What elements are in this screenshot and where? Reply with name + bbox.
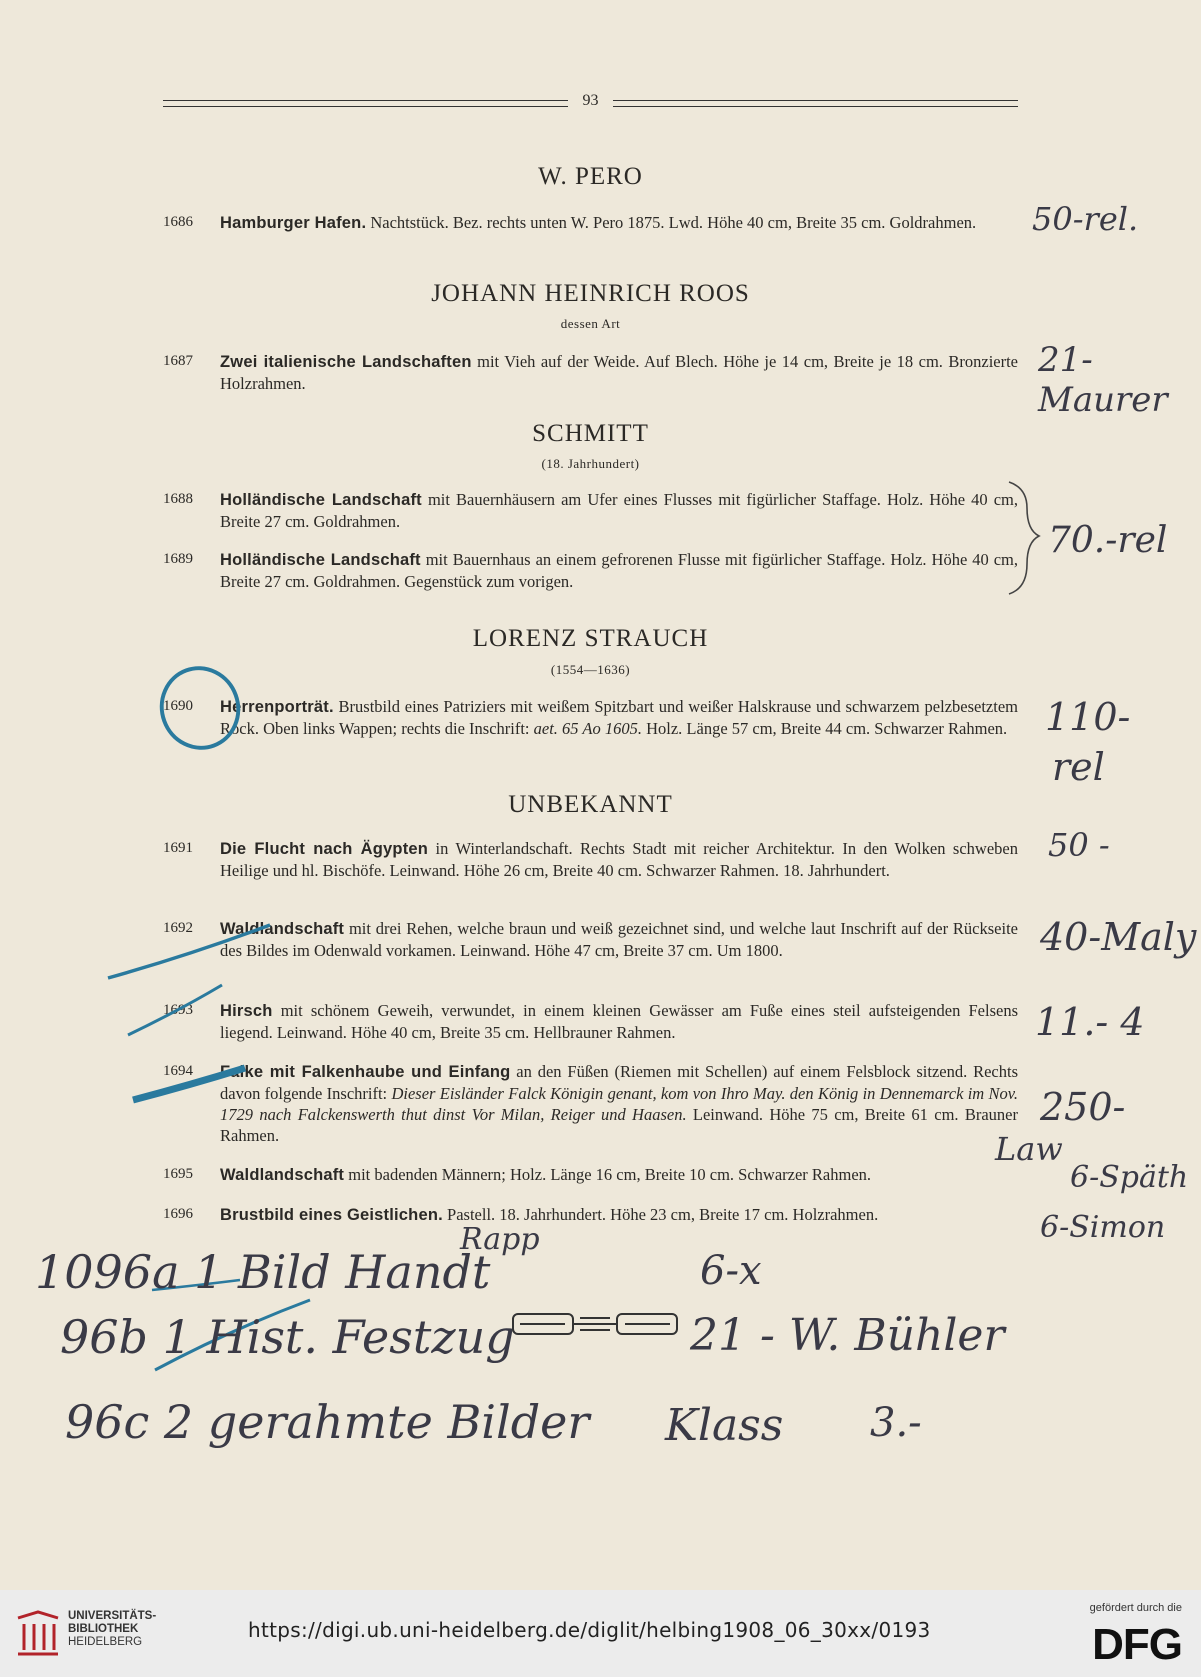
entry-text-2: Leinwand. Höhe 75 cm, Breite 61 cm. Brauner Rahmen. [220, 1105, 1018, 1145]
funding-note: gefördert durch die [1089, 1602, 1182, 1614]
handwritten-addendum: Klass [665, 1400, 784, 1451]
entry-title: Zwei italienische Landschaften [220, 353, 472, 371]
entry-text: mit badenden Männern; Holz. Länge 16 cm, Breite 10 cm. Schwarzer Rahmen. [344, 1165, 872, 1184]
entry-text: mit drei Rehen, welche braun und weiß gezeichnet sind, und welche laut Inschrift auf der Rückseite des Bildes im Odenwald vorkamen. Leinwand. Höhe 47 cm, Breite 37 cm. Um 1800. [220, 919, 1018, 960]
entry-number: 1691 [163, 840, 193, 856]
entry-number: 1687 [163, 353, 193, 369]
handwritten-addendum: 96b 1 Hist. Festzug [60, 1310, 515, 1364]
entry-number: 1686 [163, 214, 193, 230]
entry-text: Nachtstück. Bez. rechts unten W. Pero 1875. Lwd. Höhe 40 cm, Breite 35 cm. Goldrahmen. [366, 213, 977, 232]
dfg-logo: DFG [1092, 1620, 1182, 1669]
entry-title: Waldlandschaft [220, 920, 345, 938]
section-heading: UNBEKANNT [508, 791, 673, 818]
entry-text: mit schönem Geweih, verwundet, in einem kleinen Gewässer am Fuße eines steil aufsteigenden Felsens liegend. Leinwand. Höhe 40 cm, Breite 35 cm. Hellbrauner Rahmen. [220, 1001, 1018, 1042]
entry-text-2: Holz. Länge 57 cm, Breite 44 cm. Schwarzer Rahmen. [641, 719, 1008, 738]
entry-title: Herrenporträt. [220, 698, 334, 716]
entry-number: 1690 [163, 698, 193, 714]
entry-number: 1695 [163, 1166, 193, 1182]
handwritten-price: 70.-rel [1048, 520, 1168, 561]
library-name-line: BIBLIOTHEK [68, 1623, 139, 1635]
section-subheading: (18. Jahrhundert) [541, 456, 640, 471]
section-heading: SCHMITT [532, 420, 649, 447]
handwritten-addendum: 96c 2 gerahmte Bilder [65, 1395, 590, 1449]
section-heading: JOHANN HEINRICH ROOS [431, 280, 750, 307]
footer-bar [0, 1590, 1201, 1677]
entry-text: mit Bauernhaus an einem gefrorenen Flusse mit figürlicher Staffage. Holz. Höhe 40 cm, Breite 27 cm. Goldrahmen. Gegenstück zum vorigen. [220, 550, 1018, 591]
handwritten-price: 50 - [1048, 826, 1110, 864]
handwritten-price: 21-Maurer [1038, 340, 1168, 420]
section-heading: LORENZ STRAUCH [472, 625, 709, 652]
handwritten-addendum: 6-x [700, 1248, 762, 1294]
entry-text: Brustbild eines Patriziers mit weißem Spitzbart und weißer Halskrause und schwarzem pelzbesetztem Rock. Oben links Wappen; rechts die Inschrift: [220, 697, 1018, 738]
entry-title: Holländische Landschaft [220, 551, 421, 569]
entry-title: Die Flucht nach Ägypten [220, 840, 429, 858]
entry-number: 1693 [163, 1002, 193, 1018]
handwritten-price: 40-Maly [1040, 915, 1197, 959]
entry-number: 1688 [163, 491, 193, 507]
handwritten-addendum: Rapp [460, 1222, 540, 1257]
entry-text: in Winterlandschaft. Rechts Stadt mit reicher Architektur. In den Wolken schweben Heilige und hl. Bischöfe. Leinwand. Höhe 26 cm, Breite 40 cm. Schwarzer Rahmen. 18. Jahrhundert. [220, 839, 1018, 880]
library-logo-icon [14, 1608, 62, 1658]
section-heading: W. PERO [538, 163, 643, 190]
handwritten-price: 11.- 4 [1035, 1000, 1145, 1044]
entry-title: Falke mit Falkenhaube und Einfang [220, 1063, 511, 1081]
entry-number: 1694 [163, 1063, 193, 1079]
library-name-line: HEIDELBERG [68, 1636, 143, 1648]
library-name-line: UNIVERSITÄTS- [68, 1610, 157, 1622]
handwritten-price: 6-Simon [1040, 1210, 1166, 1245]
handwritten-addendum: 1096a 1 Bild Handt [35, 1245, 491, 1299]
entry-title: Hirsch [220, 1002, 273, 1020]
section-subheading: dessen Art [560, 316, 621, 331]
entry-text: Pastell. 18. Jahrhundert. Höhe 23 cm, Breite 17 cm. Holzrahmen. [442, 1205, 879, 1224]
handwritten-price: 250- [1040, 1085, 1126, 1129]
entry-number: 1696 [163, 1206, 193, 1222]
entry-text: mit Vieh auf der Weide. Auf Blech. Höhe je 14 cm, Breite je 18 cm. Bronzierte Holzrahmen. [220, 352, 1019, 393]
entry-title: Hamburger Hafen. [220, 214, 367, 232]
entry-title: Waldlandschaft [220, 1166, 345, 1184]
handwritten-buyer: rel [1052, 745, 1105, 789]
ornament-vignette [510, 1310, 680, 1340]
entry-text: an den Füßen (Riemen mit Schellen) auf einem Felsblock sitzend. Rechts davon folgende Inschrift: [220, 1062, 1018, 1103]
handwritten-addendum: 3.- [870, 1400, 922, 1446]
handwritten-addendum: 21 - W. Bühler [690, 1310, 1005, 1361]
entry-inscription: aet. 65 Ao 1605. [533, 719, 642, 738]
entry-inscription: Dieser Eisländer Falck Königin genant, kom von Ihro May. den König in Dennemarck im Nov. 1729 nach Falckenswerth thut dinst Vor Milan, Reiger und Haasen. [220, 1084, 1019, 1124]
section-subheading: (1554—1636) [550, 662, 631, 677]
handwritten-buyer: Law [995, 1130, 1063, 1168]
source-url-link[interactable]: https://digi.ub.uni-heidelberg.de/diglit/helbing1908_06_30xx/0193 [248, 1618, 931, 1642]
library-name [68, 1610, 156, 1649]
entry-number: 1689 [163, 551, 193, 567]
handwritten-price: 110- [1045, 695, 1131, 739]
entry-title: Holländische Landschaft [220, 491, 422, 509]
entry-number: 1692 [163, 920, 193, 936]
page-number: 93 [582, 92, 599, 109]
entry-text: mit Bauernhäusern am Ufer eines Flusses mit figürlicher Staffage. Holz. Höhe 40 cm, Breite 27 cm. Goldrahmen. [220, 490, 1018, 531]
handwritten-price: 50-rel. [1032, 200, 1139, 238]
entry-title: Brustbild eines Geistlichen. [220, 1206, 443, 1224]
handwritten-price: 6-Späth [1070, 1160, 1189, 1195]
